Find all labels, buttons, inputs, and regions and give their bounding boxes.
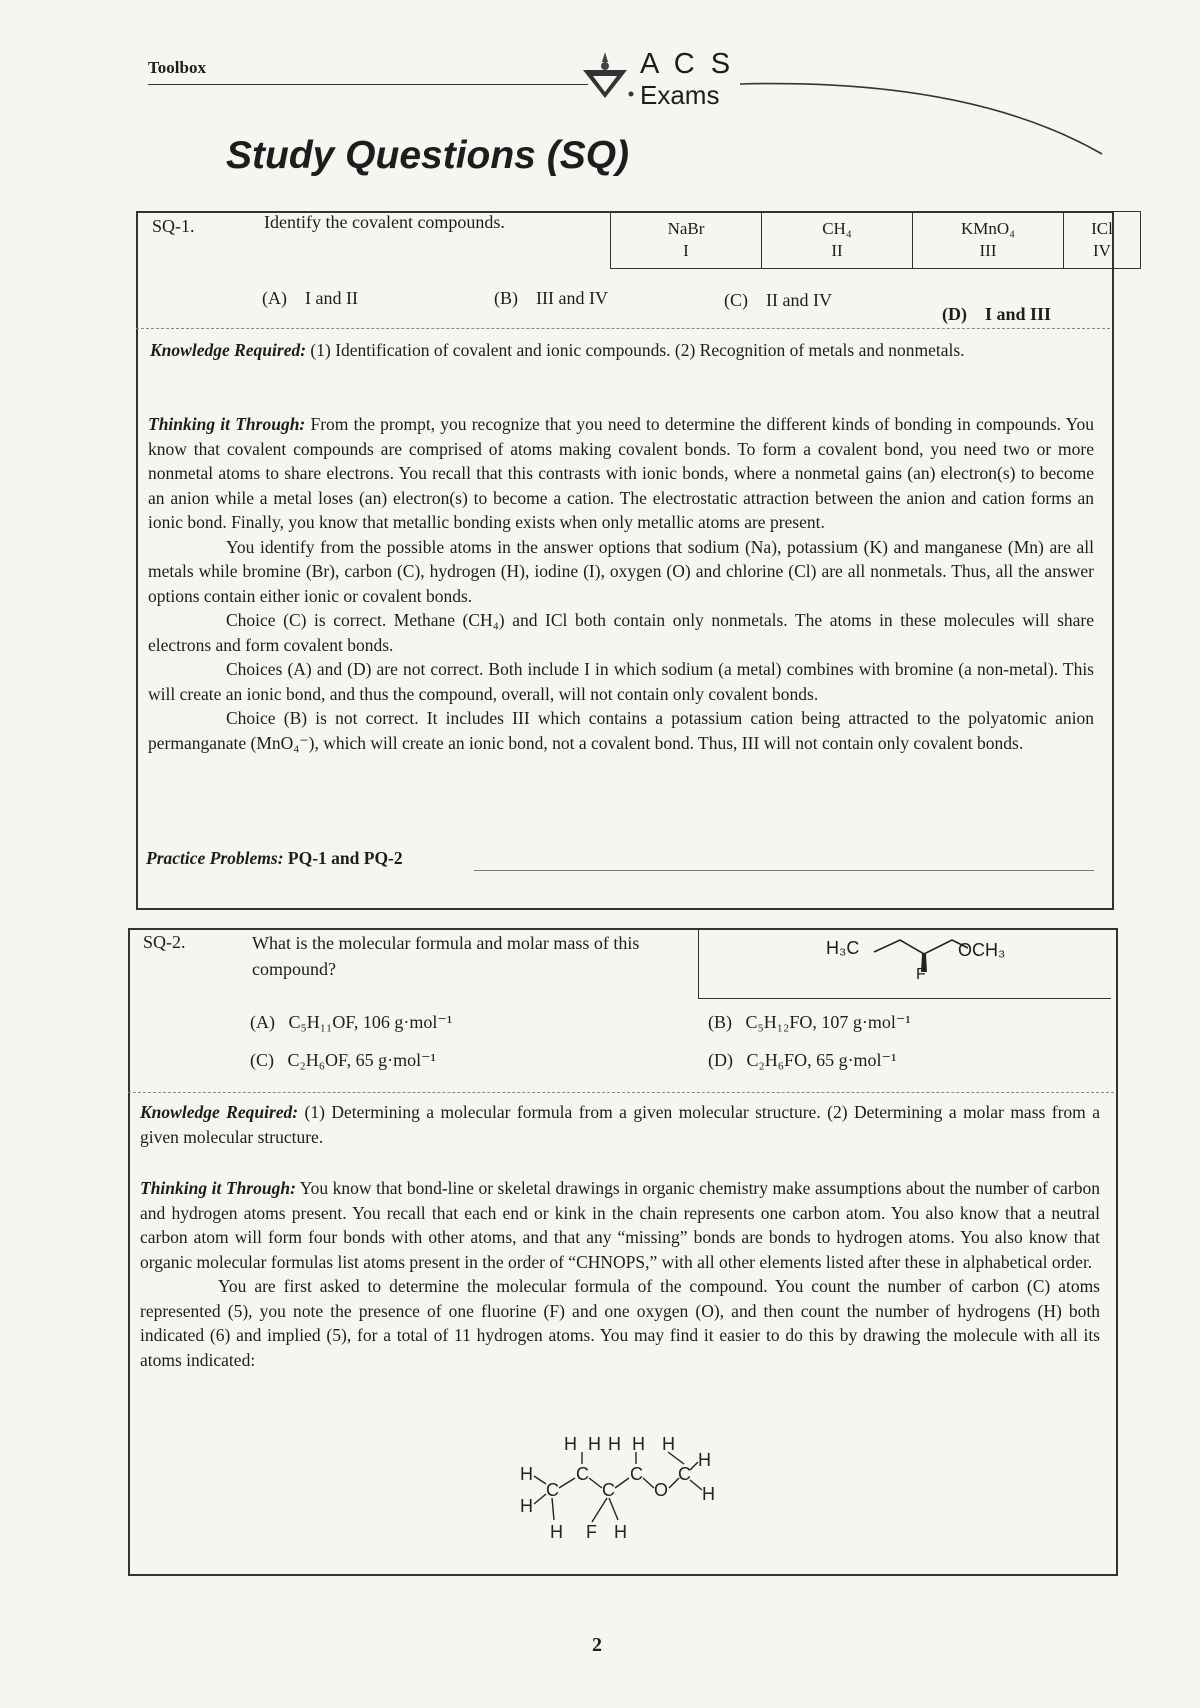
- sq2-divider: [128, 1092, 1114, 1093]
- knowledge-text: (1) Identification of covalent and ionic compounds. (2) Recognition of metals and nonmetals.: [310, 340, 965, 360]
- svg-text:C: C: [576, 1464, 589, 1484]
- compound-cell: [762, 212, 913, 269]
- thinking-paragraph: [140, 1176, 1100, 1274]
- compound-formula: KMnO₄: [960, 219, 1016, 238]
- page-title: Study Questions (SQ): [226, 134, 630, 177]
- svg-text:C: C: [602, 1480, 615, 1500]
- structure-label-bottom: F: [916, 966, 926, 983]
- header-swoosh: [740, 76, 1110, 166]
- sq2-question: What is the molecular formula and molar mass of this compound?: [252, 933, 640, 979]
- thinking-paragraph: Choices (A) and (D) are not correct. Both include I in which sodium (a metal) combines with bromine (a non-metal). This will create an ionic bond, and thus the compound, overall, will not contain only covalent bonds.: [148, 659, 1094, 704]
- sq1-choice-c[interactable]: [724, 290, 832, 311]
- compound-numeral: III: [979, 241, 997, 260]
- sq2-choice-b[interactable]: [708, 1012, 911, 1033]
- thinking-label: Thinking it Through:: [148, 414, 306, 434]
- choice-text: C₅H₁₂FO, 107 g·mol⁻¹: [745, 1012, 911, 1032]
- compound-numeral: IV: [1093, 241, 1111, 260]
- svg-text:H: H: [608, 1434, 621, 1454]
- choice-text: C₂H₆FO, 65 g·mol⁻¹: [746, 1050, 897, 1070]
- svg-text:H: H: [520, 1464, 533, 1484]
- sq1-divider: [136, 328, 1110, 329]
- compound-numeral: II: [831, 241, 843, 260]
- knowledge-label: Knowledge Required:: [140, 1102, 299, 1122]
- choice-text: II and IV: [766, 290, 832, 310]
- choice-letter: (D): [942, 304, 967, 324]
- expanded-structure: [512, 1432, 752, 1548]
- choice-letter: (A): [262, 288, 287, 308]
- toolbox-label: Toolbox: [148, 58, 206, 77]
- sq1-choice-b[interactable]: [494, 288, 608, 309]
- svg-text:C: C: [630, 1464, 643, 1484]
- page-number: 2: [592, 1634, 602, 1656]
- structure-label-left: H₃C: [826, 938, 860, 958]
- choice-text: C₂H₆OF, 65 g·mol⁻¹: [287, 1050, 437, 1070]
- practice-text: PQ-1 and PQ-2: [287, 848, 403, 868]
- compound-formula: NaBr: [667, 219, 705, 238]
- sq2-choice-c[interactable]: [250, 1050, 436, 1071]
- sq2-choice-d[interactable]: [708, 1050, 896, 1071]
- compound-numeral: I: [683, 241, 689, 260]
- choice-text: III and IV: [536, 288, 608, 308]
- choice-letter: (D): [708, 1050, 733, 1070]
- compound-cell: [913, 212, 1064, 269]
- sq2-id: SQ-2.: [143, 932, 186, 952]
- thinking-paragraph: You identify from the possible atoms in the answer options that sodium (Na), potassium (K) and manganese (Mn) are all metals while bromine (Br), carbon (C), hydrogen (H), iodine (I), oxygen (O) and chlorine (Cl) are all nonmetals. Thus, all the answer options contain either ionic or covalent bonds.: [148, 536, 1094, 606]
- choice-letter: (A): [250, 1012, 275, 1032]
- paragraph-text: From the prompt, you recognize that you need to determine the different kinds of bonding in compounds. You know that covalent compounds are comprised of atoms making covalent bonds. To form a covalent bond, you need two or more nonmetal atoms to share electrons. You recall that this contrasts with ionic bonds, where a nonmetal gains (an) electron(s) to become an anion while a metal loses (an) electron(s) to become a cation. The electrostatic attraction between the anion and cation forms an ionic bond. Finally, you know that metallic bonding exists when only metallic atoms are present.: [148, 414, 1094, 532]
- sq1-choice-d[interactable]: [942, 304, 1051, 325]
- svg-text:H: H: [550, 1522, 563, 1542]
- compound-formula: CH₄: [822, 219, 852, 238]
- svg-text:F: F: [586, 1522, 597, 1542]
- thinking-label: Thinking it Through:: [140, 1178, 296, 1198]
- sq1-thinking: [148, 412, 1094, 755]
- knowledge-label: Knowledge Required:: [150, 340, 307, 360]
- choice-letter: (C): [250, 1050, 274, 1070]
- sq2-thinking: [140, 1176, 1100, 1372]
- paragraph-text: You know that bond-line or skeletal drawings in organic chemistry make assumptions about the number of carbon and hydrogen atoms present. You recall that each end or kink in the chain represents one carbon atom. You also know that a neutral carbon atom will form four bonds with other atoms, and that any “missing” bonds are bonds to hydrogen atoms. You also know that organic molecular formulas list atoms present in the order of “CHNOPS,” with all other elements listed after these in alphabetical order.: [140, 1178, 1100, 1272]
- choice-letter: (C): [724, 290, 748, 310]
- sq1-id: SQ-1.: [152, 216, 195, 236]
- compound-formula: ICl: [1091, 219, 1113, 238]
- svg-text:H: H: [702, 1484, 715, 1504]
- svg-text:H: H: [662, 1434, 675, 1454]
- choice-text: I and III: [985, 304, 1052, 324]
- logo-acs-text: A C S: [640, 48, 735, 80]
- svg-text:H: H: [588, 1434, 601, 1454]
- thinking-paragraph: [148, 412, 1094, 535]
- sq2-knowledge: [140, 1100, 1100, 1149]
- practice-rule: [474, 870, 1094, 871]
- header-rule: [148, 84, 588, 85]
- compound-cell: [611, 212, 762, 269]
- svg-text:H: H: [632, 1434, 645, 1454]
- practice-label: Practice Problems:: [146, 848, 284, 868]
- choice-text: C₅H₁₁OF, 106 g·mol⁻¹: [288, 1012, 453, 1032]
- svg-text:H: H: [698, 1450, 711, 1470]
- choice-text: I and II: [305, 288, 358, 308]
- choice-letter: (B): [494, 288, 518, 308]
- logo-exams-text: Exams: [640, 80, 720, 110]
- acs-logo-icon: [575, 48, 635, 108]
- structure-label-right: OCH₃: [958, 940, 1006, 960]
- sq1-practice: [146, 846, 403, 871]
- thinking-paragraph: Choice (B) is not correct. It includes III which contains a potassium cation being attracted to the polyatomic anion permanganate (MnO₄⁻), which will create an ionic bond, not a covalent bond. Thus, III will not contain only covalent bonds.: [148, 708, 1094, 753]
- sq2-choice-a[interactable]: [250, 1012, 452, 1033]
- svg-text:O: O: [654, 1480, 669, 1500]
- choice-letter: (B): [708, 1012, 732, 1032]
- svg-text:C: C: [546, 1480, 559, 1500]
- thinking-paragraph: You are first asked to determine the molecular formula of the compound. You count the number of carbon (C) atoms represented (5), you note the presence of one fluorine (F) and one oxygen (O), and then count the number of hydrogens (H) both indicated (6) and implied (5), for a total of 11 hydrogen atoms. You may find it easier to do this by drawing the molecule with all its atoms indicated:: [140, 1276, 1100, 1370]
- svg-text:H: H: [520, 1496, 533, 1516]
- sq1-question: Identify the covalent compounds.: [264, 212, 505, 232]
- compound-table: [610, 211, 1141, 269]
- svg-text:H: H: [564, 1434, 577, 1454]
- sq1-choice-a[interactable]: [262, 288, 358, 309]
- svg-text:C: C: [678, 1464, 691, 1484]
- svg-text:H: H: [614, 1522, 627, 1542]
- compound-cell: [1064, 212, 1141, 269]
- thinking-paragraph: Choice (C) is correct. Methane (CH₄) and ICl both contain only nonmetals. The atoms in these molecules will share electrons and form covalent bonds.: [148, 610, 1094, 655]
- sq1-knowledge: [150, 338, 1096, 363]
- knowledge-text: (1) Determining a molecular formula from a given molecular structure. (2) Determining a molar mass from a given molecular structure.: [140, 1102, 1100, 1147]
